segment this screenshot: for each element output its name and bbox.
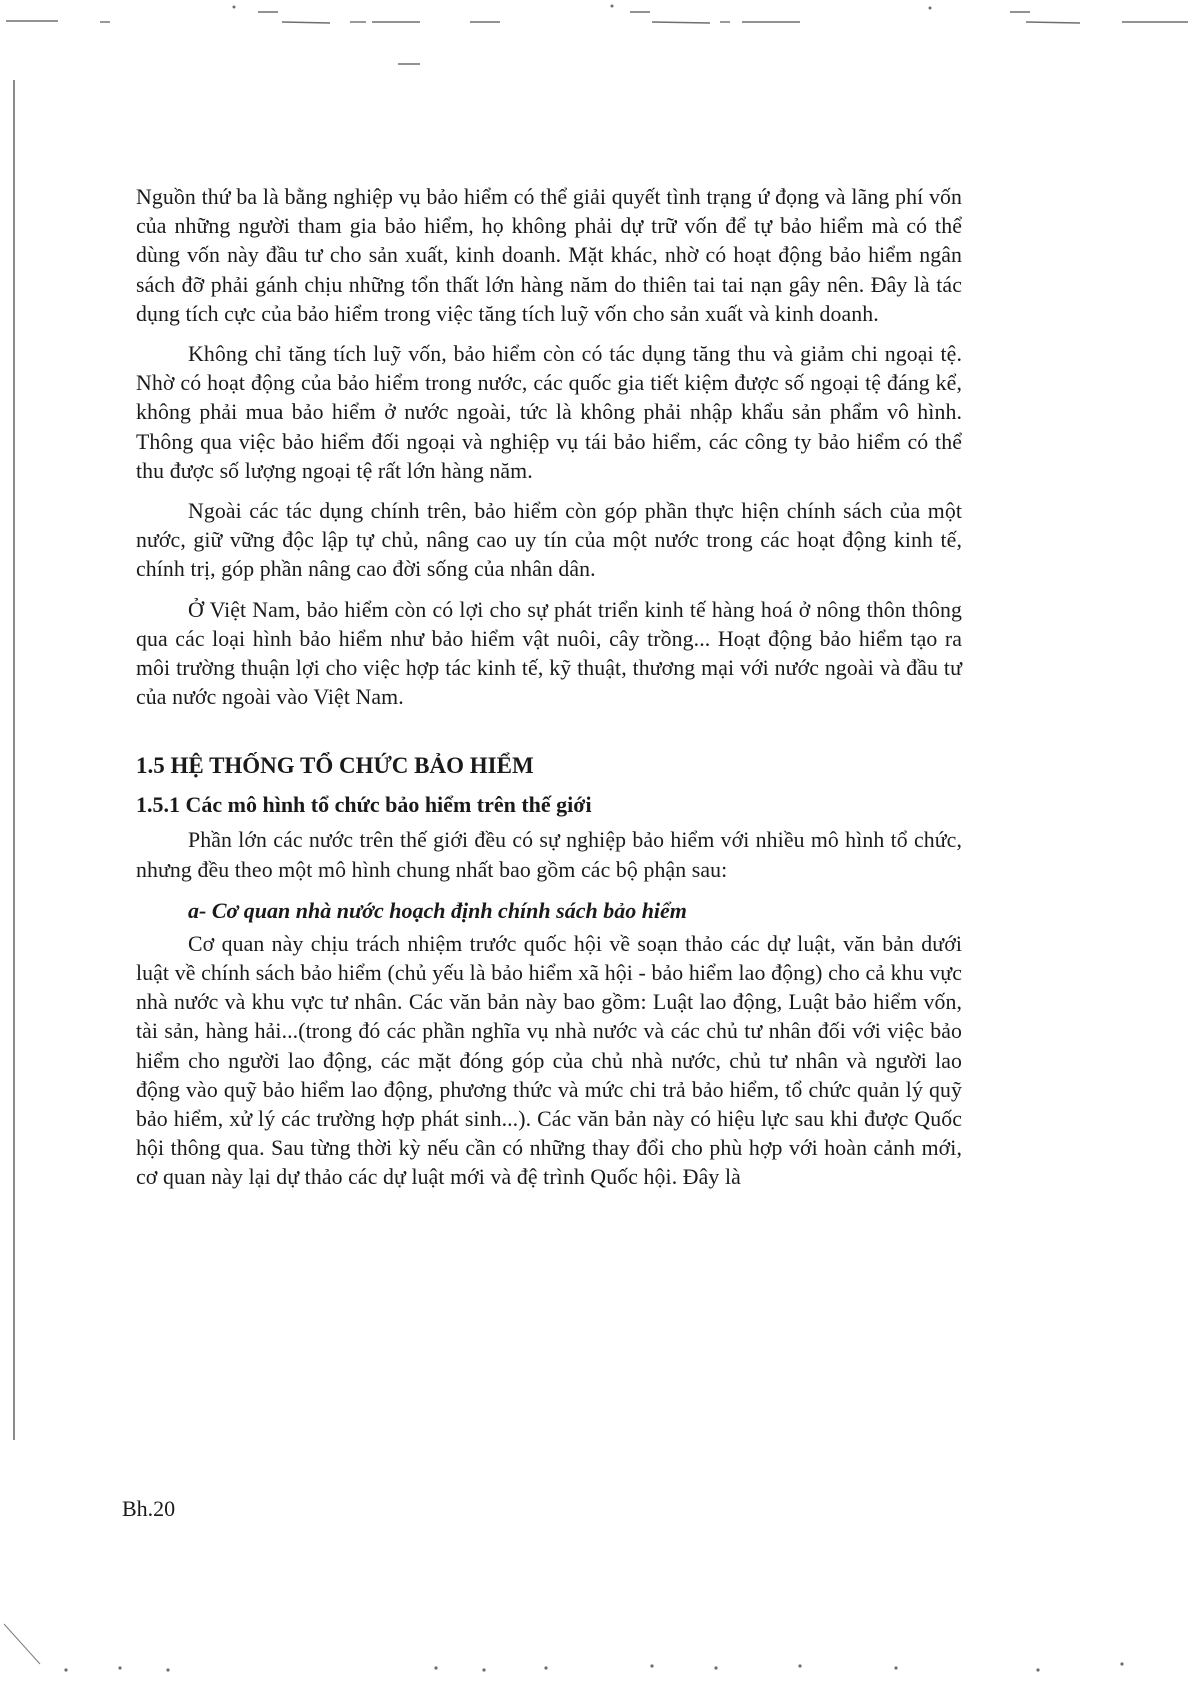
body-paragraph: Nguồn thứ ba là bằng nghiệp vụ bảo hiểm có thể giải quyết tình trạng ứ đọng và lãng phí vốn của những người tham gia bảo hiểm, họ không phải dự trữ vốn để tự bảo hiểm mà có thể dùng vốn này đầu tư cho sản xuất, kinh doanh. Mặt khác, nhờ có hoạt động bảo hiểm ngân sách đỡ phải gánh chịu những tổn thất lớn hàng năm do thiên tai tai nạn gây nên. Đây là tác dụng tích cực của bảo hiểm trong việc tăng tích luỹ vốn cho sản xuất và kinh doanh. — [136, 185, 962, 326]
section-heading: 1.5 HỆ THỐNG TỔ CHỨC BẢO HIỂM — [136, 753, 534, 779]
subsection-heading: 1.5.1 Các mô hình tổ chức bảo hiểm trên thế giới — [136, 792, 592, 818]
body-paragraph: Ngoài các tác dụng chính trên, bảo hiểm còn góp phần thực hiện chính sách của một nước, giữ vững độc lập tự chủ, nâng cao uy tín của một nước trong các hoạt động kinh tế, chính trị, góp phần nâng cao đời sống của nhân dân. — [136, 499, 962, 582]
scan-artifact-left-edge — [12, 60, 16, 1460]
subsection-paragraph: Phần lớn các nước trên thế giới đều có sự nghiệp bảo hiểm với nhiều mô hình tổ chức, nhưng đều theo một mô hình chung nhất bao gồm các bộ phận sau: — [136, 828, 962, 882]
body-paragraph: Ở Việt Nam, bảo hiểm còn có lợi cho sự phát triển kinh tế hàng hoá ở nông thôn thông qua các loại hình bảo hiểm như bảo hiểm vật nuôi, cây trồng... Hoạt động bảo hiểm tạo ra môi trường thuận lợi cho việc hợp tác kinh tế, kỹ thuật, thương mại với nước ngoài và đầu tư của nước ngoài vào Việt Nam. — [136, 597, 962, 710]
item-paragraph: Cơ quan này chịu trách nhiệm trước quốc hội về soạn thảo các dự luật, văn bản dưới luật về chính sách bảo hiểm (chủ yếu là bảo hiểm xã hội - bảo hiểm lao động) cho cả khu vực nhà nước và khu vực tư nhân. Các văn bản này bao gồm: Luật lao động, Luật bảo hiểm vốn, tài sản, hàng hải...(trong đó các phần nghĩa vụ nhà nước và các chủ tư nhân đối với việc bảo hiểm cho người lao động, các mặt đóng góp của chủ nhà nước, chủ tư nhân và người lao động vào quỹ bảo hiểm lao động, phương thức và mức chi trả bảo hiểm, tổ chức quản lý quỹ bảo hiểm, xử lý các trường hợp phát sinh...). Các văn bản này có hiệu lực sau khi được Quốc hội thông qua. Sau từng thời kỳ nếu cần có những thay đổi cho phù hợp với hoàn cảnh mới, cơ quan này lại dự thảo các dự luật mới và đệ trình Quốc hội. Đây là — [136, 931, 962, 1190]
item-heading: a- Cơ quan nhà nước hoạch định chính sách bảo hiểm — [188, 897, 687, 923]
body-paragraph: Không chỉ tăng tích luỹ vốn, bảo hiểm còn có tác dụng tăng thu và giảm chi ngoại tệ. Nhờ có hoạt động của bảo hiểm trong nước, các quốc gia tiết kiệm được số ngoại tệ đáng kể, không phải mua bảo hiểm ở nước ngoài, tức là không phải nhập khẩu sản phẩm vô hình. Thông qua việc bảo hiểm đối ngoại và nghiệp vụ tái bảo hiểm, các công ty bảo hiểm có thể thu được số lượng ngoại tệ rất lớn hàng năm. — [136, 342, 962, 483]
page-number-footer: Bh.20 — [122, 1496, 176, 1521]
scan-artifact-bottom — [0, 1620, 1192, 1685]
page-content — [136, 183, 962, 1204]
scan-artifact-top — [0, 0, 1192, 70]
